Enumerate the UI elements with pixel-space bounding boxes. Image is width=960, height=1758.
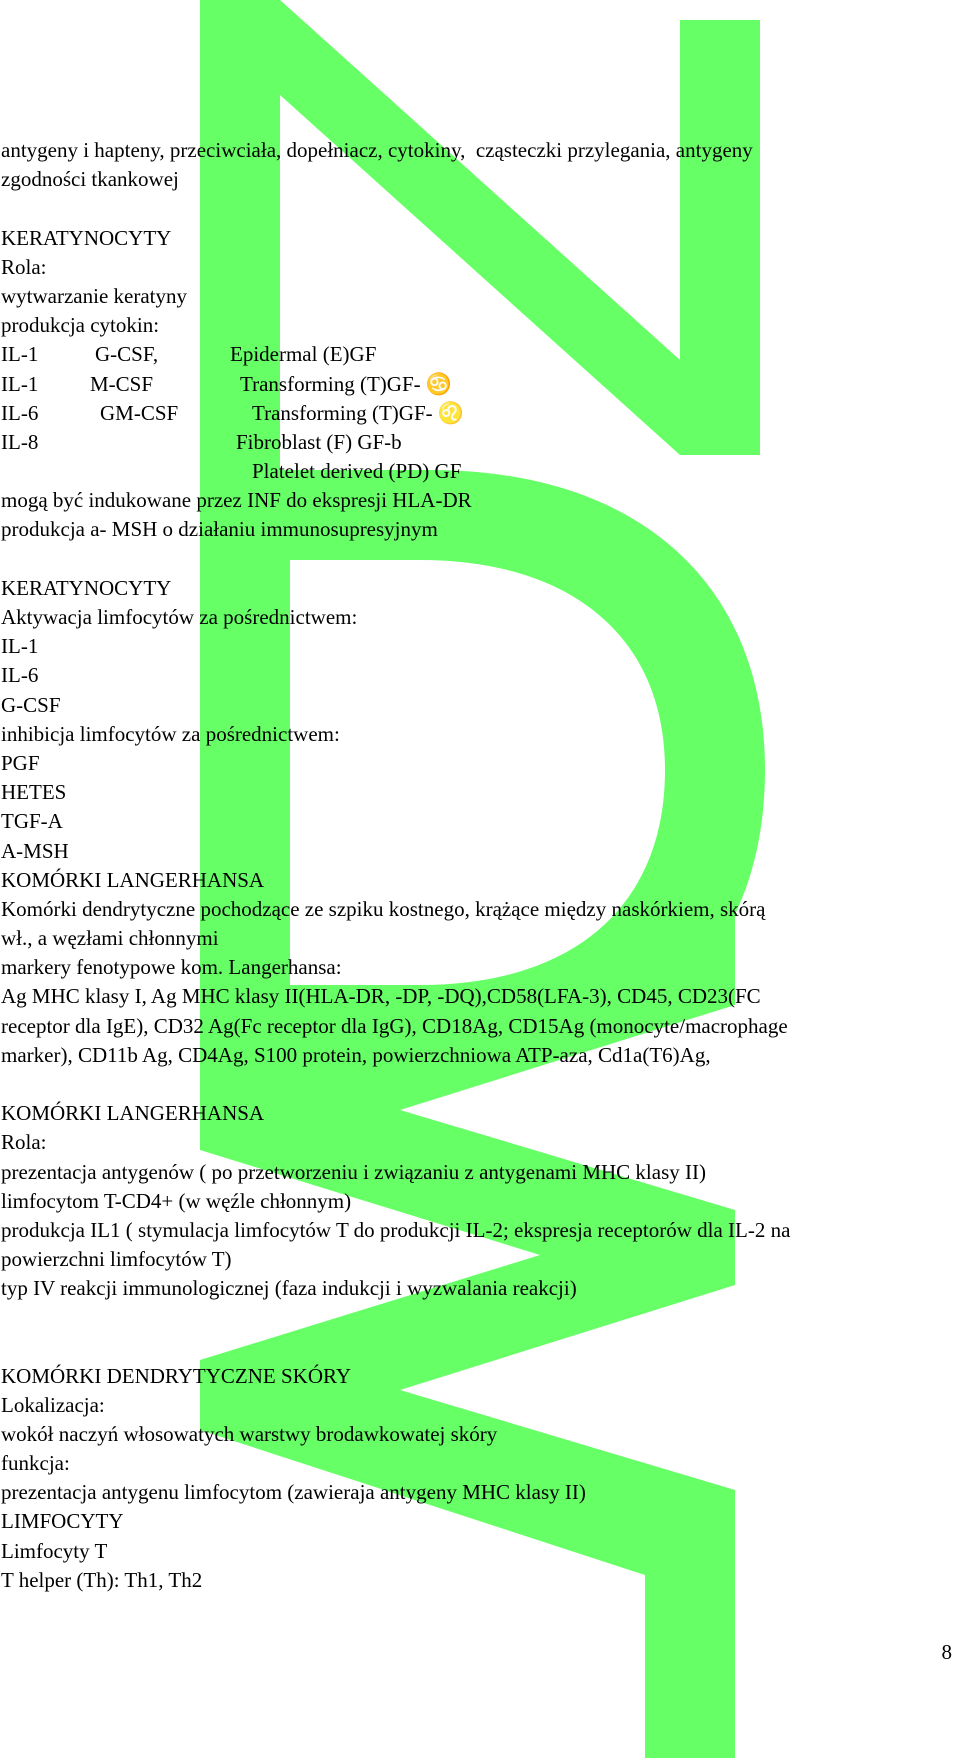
section-title: KOMÓRKI LANGERHANSA xyxy=(1,1101,265,1126)
section-title: KOMÓRKI LANGERHANSA xyxy=(1,867,265,892)
list-item: IL-6 xyxy=(1,663,39,688)
section-title: KERATYNOCYTY xyxy=(1,575,172,600)
list-item: PGF xyxy=(1,750,40,775)
text-line: wytwarzanie keratyny xyxy=(1,283,187,308)
cytokine-row: IL-8 Fibroblast (F) GF-b xyxy=(1,429,402,454)
text-line: produkcja a- MSH o działaniu immunosupresyjnym xyxy=(1,517,438,542)
list-item: A-MSH xyxy=(1,838,69,863)
section-title: LIMFOCYTY xyxy=(1,1509,124,1534)
page-number: 8 xyxy=(941,1640,952,1664)
text-line: prezentacja antygenów ( po przetworzeniu i związaniu z antygenami MHC klasy II) xyxy=(1,1159,706,1184)
section-label: Rola: xyxy=(1,254,47,279)
list-item: IL-1 xyxy=(1,634,39,659)
intro-line: zgodności tkankowej xyxy=(1,167,179,192)
text-line: limfocytom T-CD4+ (w węźle chłonnym) xyxy=(1,1188,352,1213)
cytokine-row: IL-1 G-CSF, Epidermal (E)GF xyxy=(1,342,377,367)
document-body xyxy=(0,136,960,1595)
text-line: typ IV reakcji immunologicznej (faza indukcji i wyzwalania reakcji) xyxy=(1,1276,577,1301)
text-line: marker), CD11b Ag, CD4Ag, S100 protein, powierzchniowa ATP-aza, Cd1a(T6)Ag, xyxy=(1,1042,711,1067)
cytokine-row: IL-1 M-CSF Transforming (T)GF- ♋ xyxy=(1,371,453,396)
list-item: TGF-A xyxy=(1,809,63,834)
text-line: mogą być indukowane przez INF do ekspresji HLA-DR xyxy=(1,488,472,513)
text-line: Ag MHC klasy I, Ag MHC klasy II(HLA-DR, -DP, -DQ),CD58(LFA-3), CD45, CD23(FC xyxy=(1,984,761,1009)
text-line: inhibicja limfocytów za pośrednictwem: xyxy=(1,721,340,746)
cytokine-row: Platelet derived (PD) GF xyxy=(252,459,462,484)
text-line: wł., a węzłami chłonnymi xyxy=(1,926,219,951)
cytokine-row: IL-6 GM-CSF Transforming (T)GF- ♌ xyxy=(1,400,465,425)
text-line: produkcja cytokin: xyxy=(1,313,160,338)
section-label: Lokalizacja: xyxy=(1,1392,105,1417)
text-line: powierzchni limfocytów T) xyxy=(1,1247,232,1272)
text-line: produkcja IL1 ( stymulacja limfocytów T do produkcji IL-2; ekspresja receptorów dla IL-2 na xyxy=(1,1217,791,1242)
text-line: Komórki dendrytyczne pochodzące ze szpiku kostnego, krążące między naskórkiem, skórą xyxy=(1,896,766,921)
text-line: wokół naczyń włosowatych warstwy brodawkowatej skóry xyxy=(1,1421,498,1446)
text-line: receptor dla IgE), CD32 Ag(Fc receptor dla IgG), CD18Ag, CD15Ag (monocyte/macrophage xyxy=(1,1013,788,1038)
section-title: KOMÓRKI DENDRYTYCZNE SKÓRY xyxy=(1,1363,352,1388)
text-line: Limfocyty T xyxy=(1,1538,108,1563)
section-title: KERATYNOCYTY xyxy=(1,225,172,250)
text-line: T helper (Th): Th1, Th2 xyxy=(1,1567,203,1592)
text-line: prezentacja antygenu limfocytom (zawieraja antygeny MHC klasy II) xyxy=(1,1480,586,1505)
list-item: G-CSF xyxy=(1,692,61,717)
list-item: HETES xyxy=(1,780,67,805)
section-label: Rola: xyxy=(1,1130,47,1155)
intro-line: antygeny i hapteny, przeciwciała, dopełniacz, cytokiny, cząsteczki przylegania, antygeny xyxy=(1,138,753,162)
text-line: markery fenotypowe kom. Langerhansa: xyxy=(1,955,342,980)
text-line: Aktywacja limfocytów za pośrednictwem: xyxy=(1,605,358,629)
section-label: funkcja: xyxy=(1,1451,70,1476)
